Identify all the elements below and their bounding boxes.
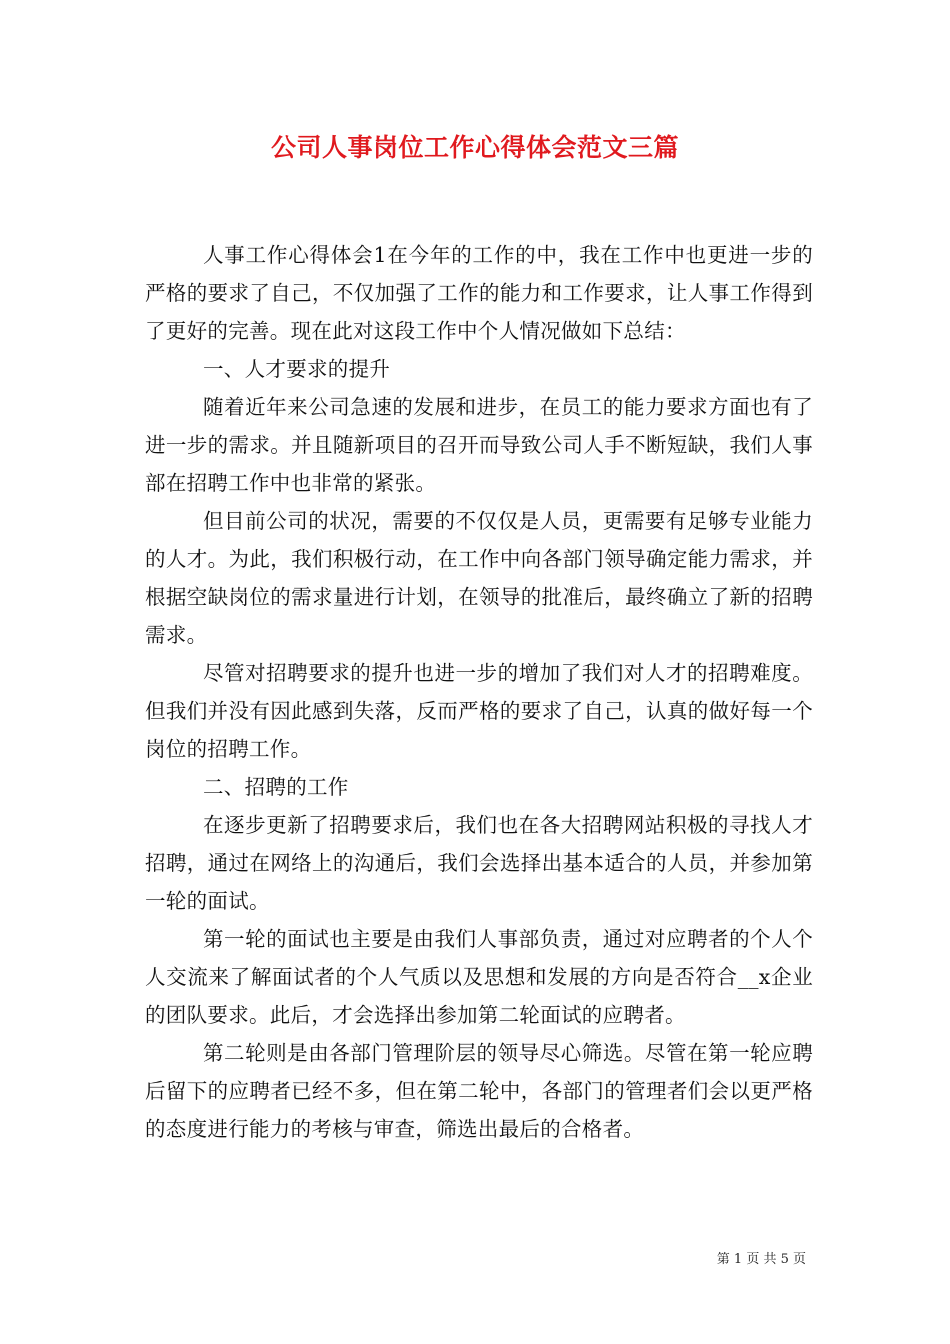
paragraph: 尽管对招聘要求的提升也进一步的增加了我们对人才的招聘难度。但我们并没有因此感到失落，反而严格的要求了自己，认真的做好每一个岗位的招聘工作。	[145, 661, 813, 761]
paragraph: 随着近年来公司急速的发展和进步，在员工的能力要求方面也有了进一步的需求。并且随新项目的召开而导致公司人手不断短缺，我们人事部在招聘工作中也非常的紧张。	[145, 395, 813, 495]
paragraph: 第二轮则是由各部门管理阶层的领导尽心筛选。尽管在第一轮应聘后留下的应聘者已经不多，但在第二轮中，各部门的管理者们会以更严格的态度进行能力的考核与审查，筛选出最后的合格者。	[145, 1041, 813, 1141]
document-title: 公司人事岗位工作心得体会范文三篇	[270, 133, 679, 162]
paragraph: 在逐步更新了招聘要求后，我们也在各大招聘网站积极的寻找人才招聘，通过在网络上的沟通后，我们会选择出基本适合的人员，并参加第一轮的面试。	[145, 813, 813, 913]
paragraph: 第一轮的面试也主要是由我们人事部负责，通过对应聘者的个人个人交流来了解面试者的个人气质以及思想和发展的方向是否符合__x企业的团队要求。此后，才会选择出参加第二轮面试的应聘者。	[145, 927, 813, 1027]
paragraph-intro: 人事工作心得体会1在今年的工作的中，我在工作中也更进一步的严格的要求了自己，不仅加强了工作的能力和工作要求，让人事工作得到了更好的完善。现在此对这段工作中个人情况做如下总结：	[145, 243, 813, 343]
page-number: 第 1 页 共 5 页	[716, 1252, 806, 1267]
section-heading-talent: 一、人才要求的提升	[203, 357, 391, 381]
section-heading-recruiting: 二、招聘的工作	[203, 775, 349, 799]
document-body	[145, 236, 813, 1148]
paragraph: 但目前公司的状况，需要的不仅仅是人员，更需要有足够专业能力的人才。为此，我们积极行动，在工作中向各部门领导确定能力需求，并根据空缺岗位的需求量进行计划，在领导的批准后，最终确立了新的招聘需求。	[145, 509, 813, 647]
